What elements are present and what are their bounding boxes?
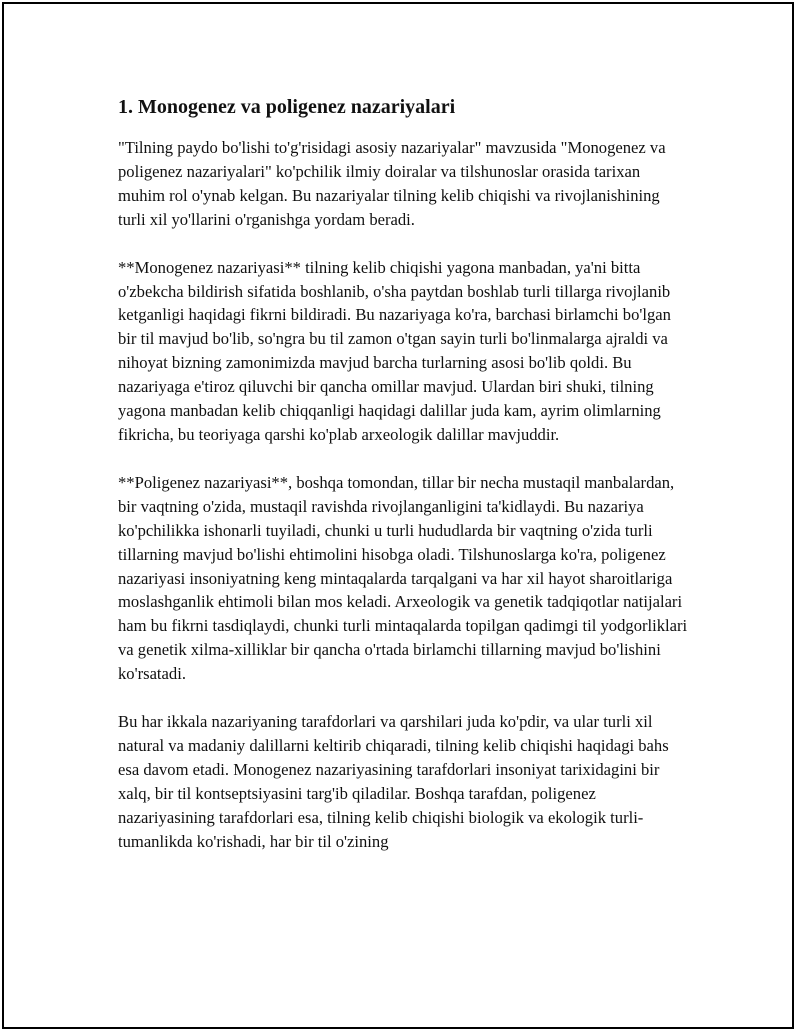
paragraph-poligenez: **Poligenez nazariyasi**, boshqa tomondan, tillar bir necha mustaqil manbalardan, bir vaqtning o'zida, mustaqil ravishda rivojlanganligini ta'kidlaydi. Bu nazariya ko'pchilikka ishonarli tuyiladi, chunki u turli hududlarda bir vaqtning o'zida turli tillarning mavjud bo'lishi ehtimolini hisobga oladi. Tilshunoslarga ko'ra, poligenez nazariyasi insoniyatning keng mintaqalarda tarqalgani va har xil hayot sharoitlariga moslashganlik ehtimoli bilan mos keladi. Arxeologik va genetik tadqiqotlar natijalari ham bu fikrni tasdiqlaydi, chunki turli mintaqalarda topilgan qadimgi til yodgorliklari va genetik xilma-xilliklar bir qancha o'rtada birlamchi tillarning mavjud bo'lishini ko'rsatadi. xyxy=(118,472,688,684)
paragraph-intro: "Tilning paydo bo'lishi to'g'risidagi asosiy nazariyalar" mavzusida "Monogenez va poligenez nazariyalari" ko'pchilik ilmiy doiralar va tilshunoslar orasida tarixan muhim rol o'ynab kelgan. Bu nazariyalar tilning kelib chiqishi va rivojlanishining turli xil yo'llarini o'rganishga yordam beradi. xyxy=(118,138,666,229)
document-body xyxy=(118,94,688,853)
section-heading: 1. Monogenez va poligenez nazariyalari xyxy=(118,96,456,118)
paragraph-monogenez: **Monogenez nazariyasi** tilning kelib chiqishi yagona manbadan, ya'ni bitta o'zbekcha bildirish sifatida boshlanib, o'sha paytdan boshlab turli tillarga rivojlanib ketganligi haqidagi fikrni bildiradi. Bu nazariyaga ko'ra, barchasi birlamchi bo'lgan bir til mavjud bo'lib, so'ngra bu til zamon o'tgan sayin turli bo'linmalarga ajraldi va nihoyat bizning zamonimizda mavjud barcha turlarning asosi bo'lib qoldi. Bu nazariyaga e'tiroz qiluvchi bir qancha omillar mavjud. Ulardan biri shuki, tilning yagona manbadan kelib chiqqanligi haqidagi dalillar juda kam, ayrim olimlarning fikricha, bu teoriyaga qarshi ko'plab arxeologik dalillar mavjuddir. xyxy=(118,257,671,444)
paragraph-comparison: Bu har ikkala nazariyaning tarafdorlari va qarshilari juda ko'pdir, va ular turli xil natural va madaniy dalillarni keltirib chiqaradi, tilning kelib chiqishi haqidagi bahs esa davom etadi. Monogenez nazariyasining tarafdorlari insoniyat tarixidagini bir xalq, bir til kontseptsiyasini targ'ib qiladilar. Boshqa tarafdan, poligenez nazariyasining tarafdorlari esa, tilning kelib chiqishi biologik va ekologik turli-tumanlikda ko'rishadi, har bir til o'zining xyxy=(118,712,669,851)
